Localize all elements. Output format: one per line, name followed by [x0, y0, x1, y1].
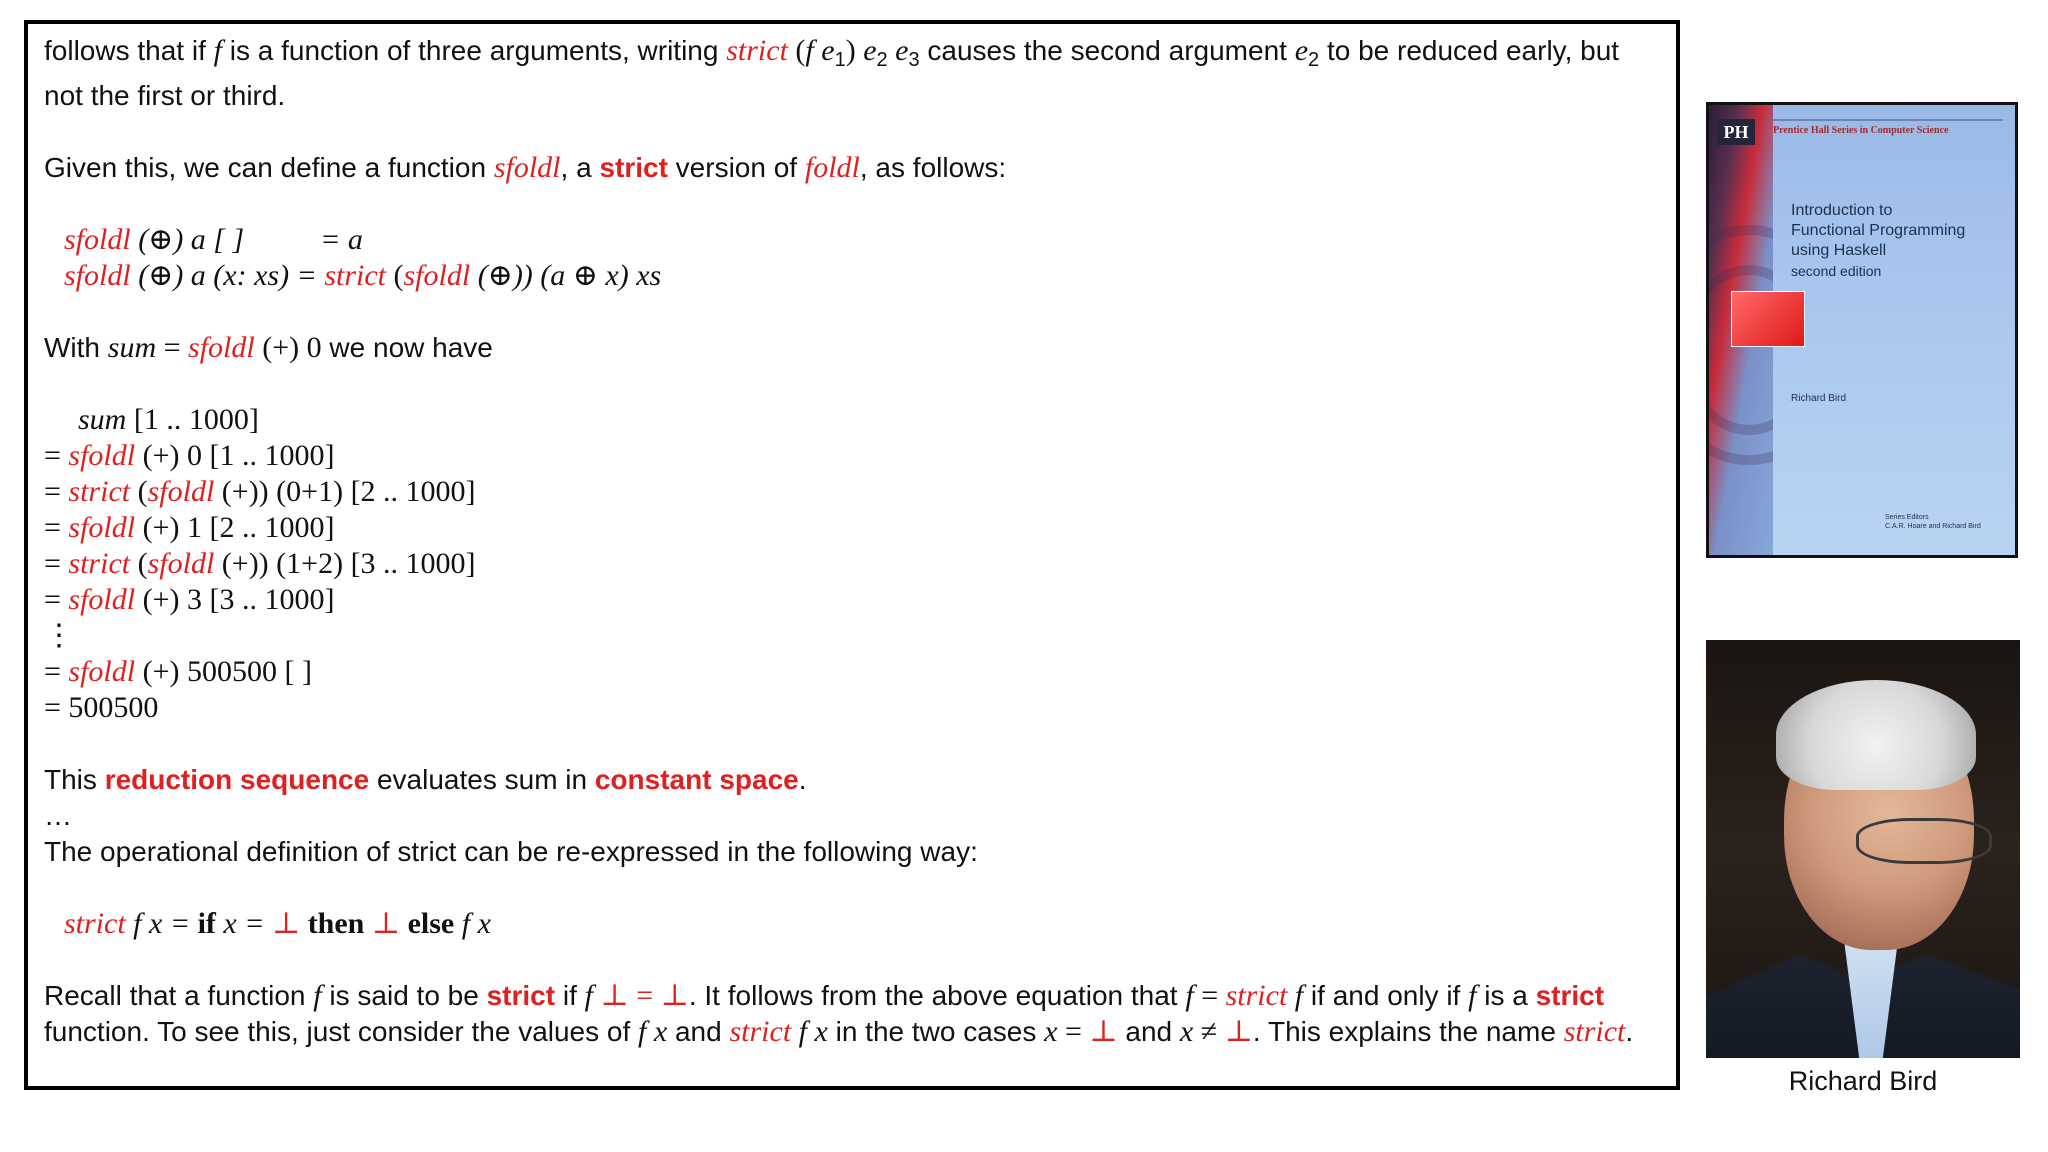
math: e [1294, 34, 1309, 67]
math-strict: strict [1225, 979, 1288, 1012]
math-sfoldl: sfoldl [147, 547, 215, 580]
book-title [1791, 201, 1965, 281]
book-title-line: Functional Programming [1791, 222, 1966, 239]
math-strict: strict [726, 34, 788, 67]
math: = [1057, 1015, 1090, 1048]
math: (+) 500500 [ ] [135, 655, 312, 688]
keyword-else: else [400, 907, 455, 940]
reduction-step-3 [44, 510, 1664, 546]
book-title-line: using Haskell [1791, 242, 1887, 259]
math: ( [386, 259, 404, 292]
math: ( [130, 547, 148, 580]
reduction-step-4 [44, 546, 1664, 582]
with-sum-line [44, 330, 1664, 366]
paragraph-1-line-2: not the first or third. [44, 80, 286, 111]
cover-panel [1773, 105, 2015, 555]
math: (+) 0 [1 .. 1000] [135, 439, 335, 472]
text: and [667, 1016, 730, 1047]
text: Given this, we can define a function [44, 152, 494, 183]
reduction-result: = 500500 [44, 691, 159, 724]
text: , a [560, 152, 600, 183]
math: (⊕) a [ ] [130, 223, 245, 256]
math: f [213, 34, 222, 67]
reduction-step-1 [44, 438, 1664, 474]
cover-red-square [1731, 291, 1805, 347]
math: [1 .. 1000] [126, 403, 259, 436]
math: = [44, 475, 69, 508]
subscript: 3 [908, 49, 920, 71]
content-box [24, 20, 1680, 1090]
math: = [44, 511, 69, 544]
math: (+)) (1+2) [3 .. 1000] [214, 547, 476, 580]
math: x [1044, 1015, 1058, 1048]
math: (+)) (0+1) [2 .. 1000] [214, 475, 476, 508]
highlight-reduction-sequence: reduction sequence [104, 764, 370, 795]
math: f x [791, 1015, 828, 1048]
text: . It follows from the above equation that [688, 980, 1186, 1011]
math-foldl: foldl [804, 151, 860, 184]
math: f e [805, 34, 835, 67]
math-sfoldl: sfoldl [68, 511, 136, 544]
math: f [1185, 979, 1194, 1012]
portrait-hair [1776, 680, 1976, 790]
bottom-symbol: ⊥ [371, 907, 401, 940]
text: evaluates sum in [369, 764, 595, 795]
math: sum [78, 403, 127, 436]
text: Recall that a function [44, 980, 314, 1011]
text: , as follows: [859, 152, 1007, 183]
text: if and only if [1303, 980, 1469, 1011]
reduction-step-0 [44, 402, 1664, 438]
bottom-symbol: ⊥ [592, 979, 629, 1012]
text: . This explains the name [1252, 1016, 1564, 1047]
subscript: 2 [876, 49, 888, 71]
math: ≠ [1193, 1015, 1225, 1048]
math: = a [320, 223, 363, 256]
text: if [555, 980, 585, 1011]
math: = [44, 547, 69, 580]
portrait-glasses [1856, 818, 1992, 864]
math: = [44, 583, 69, 616]
text: . [798, 764, 807, 795]
subscript: 2 [1308, 49, 1320, 71]
math: f x = [125, 907, 198, 940]
math-strict: strict [324, 259, 386, 292]
math: = [156, 331, 189, 364]
paragraph-1 [44, 33, 1664, 78]
math: x = [215, 907, 272, 940]
book-series: Prentice Hall Series in Computer Science [1773, 125, 1949, 136]
text: version of [667, 152, 805, 183]
photo-caption: Richard Bird [1788, 1066, 1938, 1096]
series-editors-names: C.A.R. Hoare and Richard Bird [1885, 523, 1981, 530]
text: function. To see this, just consider the values of [44, 1016, 639, 1047]
text: is a function of three arguments, writing [221, 35, 727, 66]
math: e [887, 34, 909, 67]
portrait-photo [1706, 640, 2020, 1058]
math: (⊕)) (a ⊕ x) xs [470, 259, 662, 292]
book-cover-image [1706, 102, 2018, 558]
text: we now have [321, 332, 493, 363]
math-strict: strict [729, 1015, 792, 1048]
math: = ⊥ [628, 979, 689, 1012]
ellipsis: … [44, 800, 72, 831]
paragraph-3 [44, 762, 1664, 798]
math: = [44, 439, 69, 472]
strict-definition [44, 906, 1664, 942]
bottom-symbol: ⊥ [1089, 1015, 1118, 1048]
math: = [1193, 979, 1226, 1012]
keyword-strict: strict [1535, 980, 1605, 1011]
math: (+) 1 [2 .. 1000] [135, 511, 335, 544]
keyword-strict: strict [599, 152, 668, 183]
math: ( [787, 34, 806, 67]
math: f [313, 979, 322, 1012]
text: This [44, 764, 105, 795]
math: (⊕) a (x: xs) = [130, 259, 325, 292]
bottom-symbol: ⊥ [1224, 1015, 1253, 1048]
text: and [1117, 1016, 1180, 1047]
text: in the two cases [827, 1016, 1045, 1047]
math-sfoldl: sfoldl [64, 223, 131, 256]
math: f [584, 979, 593, 1012]
math-sfoldl: sfoldl [147, 475, 215, 508]
math-sfoldl: sfoldl [68, 655, 136, 688]
bottom-symbol: ⊥ [271, 907, 301, 940]
math: (+) 3 [3 .. 1000] [135, 583, 335, 616]
math-strict: strict [68, 475, 131, 508]
paragraph-6 [44, 1014, 1664, 1050]
book-title-line: Introduction to [1791, 202, 1893, 219]
reduction-step-5 [44, 582, 1664, 618]
text: With [44, 332, 108, 363]
definition-line-2 [44, 258, 1664, 294]
math: sum [107, 331, 157, 364]
keyword-if: if [197, 907, 216, 940]
keyword-then: then [300, 907, 372, 940]
math: = [44, 655, 69, 688]
paragraph-5 [44, 978, 1664, 1014]
math: f x [454, 907, 491, 940]
text: is a [1476, 980, 1536, 1011]
reduction-step-6 [44, 654, 1664, 690]
math-strict: strict [1563, 1015, 1626, 1048]
math-sfoldl: sfoldl [188, 331, 255, 364]
text: is said to be [321, 980, 487, 1011]
math: ( [130, 475, 148, 508]
math-strict: strict [64, 907, 126, 940]
math-sfoldl: sfoldl [64, 259, 131, 292]
math-strict: strict [68, 547, 131, 580]
text: follows that if [44, 35, 214, 66]
math-sfoldl: sfoldl [493, 151, 561, 184]
definition-line-1 [44, 222, 1664, 258]
keyword-strict: strict [486, 980, 556, 1011]
paragraph-4: The operational definition of strict can be re-expressed in the following way: [44, 836, 978, 867]
series-editors-label: Series Editors [1885, 514, 1929, 521]
math: f [1468, 979, 1477, 1012]
cover-rule [1773, 119, 2003, 121]
subscript: 1 [834, 49, 846, 71]
math-sfoldl: sfoldl [68, 439, 136, 472]
publisher-logo: PH [1717, 119, 1755, 145]
math: x [1179, 1015, 1194, 1048]
book-author: Richard Bird [1791, 393, 1847, 404]
math-sfoldl: sfoldl [403, 259, 471, 292]
text: . [1625, 1016, 1634, 1047]
book-series-editors [1885, 513, 1981, 531]
text: to be reduced early, but [1319, 35, 1620, 66]
math: f [1287, 979, 1304, 1012]
math: e [863, 34, 877, 67]
math: (+) 0 [254, 331, 322, 364]
highlight-constant-space: constant space [594, 764, 799, 795]
reduction-step-2 [44, 474, 1664, 510]
math-sfoldl: sfoldl [68, 583, 136, 616]
math: ) [845, 34, 864, 67]
text: causes the second argument [919, 35, 1295, 66]
reduction-vertical-dots: ⋮ [44, 619, 74, 652]
paragraph-2 [44, 150, 1664, 186]
book-edition: second edition [1791, 263, 1882, 279]
math: f x [638, 1015, 668, 1048]
